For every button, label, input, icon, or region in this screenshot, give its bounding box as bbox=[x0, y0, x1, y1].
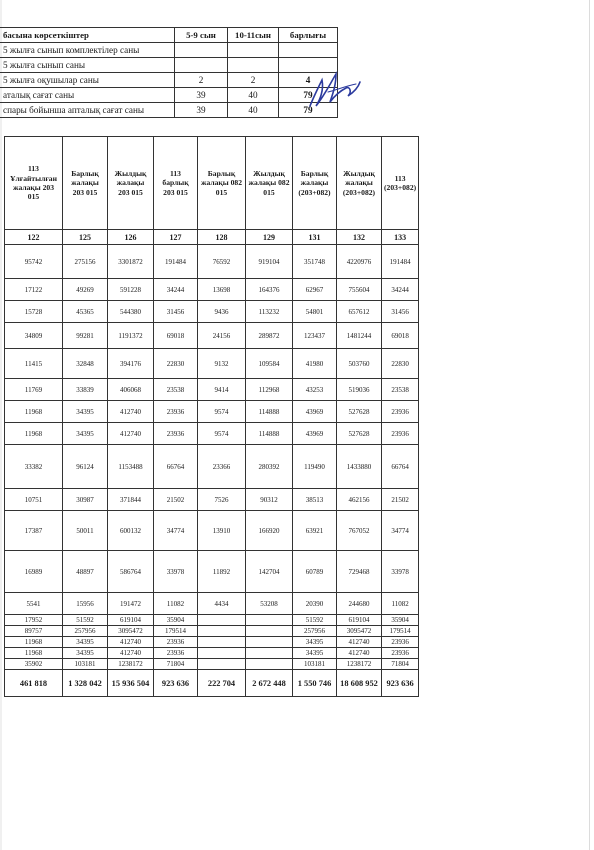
salary-table bbox=[4, 136, 419, 697]
table-cell: 619104 bbox=[108, 615, 154, 626]
table-cell: 412740 bbox=[108, 637, 154, 648]
table-cell: 23936 bbox=[382, 637, 419, 648]
signature-mark bbox=[306, 66, 364, 112]
table-row bbox=[5, 615, 419, 626]
table-cell: 34809 bbox=[5, 323, 63, 349]
column-header: Жылдық жалақы (203+082) bbox=[337, 137, 382, 230]
total-cell: 1 550 746 bbox=[293, 670, 337, 697]
table-cell: 114888 bbox=[246, 423, 293, 445]
table-row bbox=[5, 379, 419, 401]
table-cell: 17387 bbox=[5, 511, 63, 551]
table-cell: 33839 bbox=[63, 379, 108, 401]
table-cell: 767052 bbox=[337, 511, 382, 551]
table-cell: 35904 bbox=[154, 615, 198, 626]
table-cell: 275156 bbox=[63, 245, 108, 279]
table-cell bbox=[246, 626, 293, 637]
table-cell bbox=[198, 648, 246, 659]
table-cell: 142704 bbox=[246, 551, 293, 593]
column-header: 113 барлық 203 015 bbox=[154, 137, 198, 230]
table-cell: 257956 bbox=[63, 626, 108, 637]
table-cell bbox=[198, 626, 246, 637]
table-cell: 32848 bbox=[63, 349, 108, 379]
table-cell: 9436 bbox=[198, 301, 246, 323]
table-cell: 1481244 bbox=[337, 323, 382, 349]
table-cell: 63921 bbox=[293, 511, 337, 551]
table-cell: 15956 bbox=[63, 593, 108, 615]
table-cell: 113232 bbox=[246, 301, 293, 323]
table-cell: 586764 bbox=[108, 551, 154, 593]
column-header: Барлық жалақы 203 015 bbox=[63, 137, 108, 230]
table-cell: 10751 bbox=[5, 489, 63, 511]
table-cell: 5541 bbox=[5, 593, 63, 615]
column-header: 113 (203+082) bbox=[382, 137, 419, 230]
column-header: Жылдық жалақы 203 015 bbox=[108, 137, 154, 230]
salary-code-row bbox=[5, 230, 419, 245]
summary-row bbox=[0, 43, 338, 58]
table-row bbox=[5, 401, 419, 423]
table-cell: 23936 bbox=[154, 637, 198, 648]
table-cell: 11968 bbox=[5, 401, 63, 423]
column-header: Барлық жалақы 082 015 bbox=[198, 137, 246, 230]
table-cell: 34395 bbox=[293, 648, 337, 659]
table-cell: 69018 bbox=[154, 323, 198, 349]
table-cell: 43253 bbox=[293, 379, 337, 401]
table-cell bbox=[246, 659, 293, 670]
column-code: 125 bbox=[63, 230, 108, 245]
column-header: Барлық жалақы (203+082) bbox=[293, 137, 337, 230]
total-cell: 461 818 bbox=[5, 670, 63, 697]
total-cell: 923 636 bbox=[382, 670, 419, 697]
totals-row bbox=[5, 670, 419, 697]
table-cell: 34395 bbox=[293, 637, 337, 648]
table-cell: 23936 bbox=[382, 401, 419, 423]
column-code: 127 bbox=[154, 230, 198, 245]
table-cell: 17122 bbox=[5, 279, 63, 301]
table-cell: 9132 bbox=[198, 349, 246, 379]
summary-header-row bbox=[0, 28, 338, 43]
table-row bbox=[5, 349, 419, 379]
table-cell: 527628 bbox=[337, 401, 382, 423]
table-cell: 11968 bbox=[5, 423, 63, 445]
table-cell: 90312 bbox=[246, 489, 293, 511]
summary-cell: 79 bbox=[279, 103, 338, 118]
table-cell: 34395 bbox=[63, 401, 108, 423]
table-row bbox=[5, 245, 419, 279]
table-cell: 11082 bbox=[382, 593, 419, 615]
table-cell: 23936 bbox=[154, 423, 198, 445]
table-cell: 1153488 bbox=[108, 445, 154, 489]
summary-row bbox=[0, 58, 338, 73]
summary-row-label: 5 жылға оқушылар саны bbox=[0, 73, 175, 88]
table-cell: 412740 bbox=[108, 401, 154, 423]
table-cell: 33978 bbox=[382, 551, 419, 593]
table-cell: 34395 bbox=[63, 648, 108, 659]
table-cell: 11968 bbox=[5, 648, 63, 659]
table-cell: 22830 bbox=[382, 349, 419, 379]
table-row bbox=[5, 659, 419, 670]
table-row bbox=[5, 551, 419, 593]
summary-header-label: басына көрсеткіштер bbox=[0, 28, 175, 43]
summary-cell: 79 bbox=[279, 88, 338, 103]
table-cell: 191484 bbox=[382, 245, 419, 279]
table-cell: 9574 bbox=[198, 423, 246, 445]
table-cell: 191484 bbox=[154, 245, 198, 279]
table-cell: 4220976 bbox=[337, 245, 382, 279]
table-row bbox=[5, 626, 419, 637]
table-cell: 351748 bbox=[293, 245, 337, 279]
table-cell: 4434 bbox=[198, 593, 246, 615]
salary-header-row bbox=[5, 137, 419, 230]
table-cell: 66764 bbox=[154, 445, 198, 489]
summary-cell: 40 bbox=[228, 103, 279, 118]
total-cell: 15 936 504 bbox=[108, 670, 154, 697]
table-cell: 3095472 bbox=[337, 626, 382, 637]
table-cell: 51592 bbox=[63, 615, 108, 626]
table-cell: 48897 bbox=[63, 551, 108, 593]
summary-cell bbox=[175, 43, 228, 58]
table-row bbox=[5, 593, 419, 615]
table-cell: 35904 bbox=[382, 615, 419, 626]
table-row bbox=[5, 511, 419, 551]
table-cell: 38513 bbox=[293, 489, 337, 511]
table-cell: 17952 bbox=[5, 615, 63, 626]
table-cell: 527628 bbox=[337, 423, 382, 445]
table-cell: 35902 bbox=[5, 659, 63, 670]
table-cell bbox=[198, 659, 246, 670]
table-cell: 544380 bbox=[108, 301, 154, 323]
table-row bbox=[5, 489, 419, 511]
table-cell: 164376 bbox=[246, 279, 293, 301]
table-cell: 30987 bbox=[63, 489, 108, 511]
table-cell: 43969 bbox=[293, 401, 337, 423]
table-cell: 71804 bbox=[154, 659, 198, 670]
column-code: 128 bbox=[198, 230, 246, 245]
table-cell: 69018 bbox=[382, 323, 419, 349]
table-cell: 24156 bbox=[198, 323, 246, 349]
total-cell: 923 636 bbox=[154, 670, 198, 697]
summary-row-label: аталық сағат саны bbox=[0, 88, 175, 103]
table-cell: 23936 bbox=[154, 648, 198, 659]
table-cell: 62967 bbox=[293, 279, 337, 301]
summary-table bbox=[0, 27, 338, 118]
summary-header-col1: 5-9 сын bbox=[175, 28, 228, 43]
table-cell: 1238172 bbox=[337, 659, 382, 670]
summary-row-label: спары бойынша апталық сағат саны bbox=[0, 103, 175, 118]
summary-row bbox=[0, 88, 338, 103]
table-cell bbox=[246, 637, 293, 648]
table-cell: 11082 bbox=[154, 593, 198, 615]
page-left-edge bbox=[0, 0, 2, 850]
table-cell: 33978 bbox=[154, 551, 198, 593]
table-cell: 412740 bbox=[337, 648, 382, 659]
table-cell: 43969 bbox=[293, 423, 337, 445]
column-code: 122 bbox=[5, 230, 63, 245]
table-cell: 13910 bbox=[198, 511, 246, 551]
table-cell: 244680 bbox=[337, 593, 382, 615]
table-cell: 112968 bbox=[246, 379, 293, 401]
table-cell: 600132 bbox=[108, 511, 154, 551]
table-cell: 406068 bbox=[108, 379, 154, 401]
table-cell: 3301872 bbox=[108, 245, 154, 279]
table-cell: 66764 bbox=[382, 445, 419, 489]
total-cell: 18 608 952 bbox=[337, 670, 382, 697]
table-cell: 1433880 bbox=[337, 445, 382, 489]
summary-cell bbox=[228, 58, 279, 73]
table-cell: 1238172 bbox=[108, 659, 154, 670]
table-cell: 591228 bbox=[108, 279, 154, 301]
table-cell: 103181 bbox=[293, 659, 337, 670]
table-cell bbox=[198, 637, 246, 648]
table-cell: 34395 bbox=[63, 637, 108, 648]
table-cell: 412740 bbox=[337, 637, 382, 648]
table-cell: 109584 bbox=[246, 349, 293, 379]
summary-cell: 2 bbox=[228, 73, 279, 88]
table-row bbox=[5, 323, 419, 349]
table-cell: 7526 bbox=[198, 489, 246, 511]
column-code: 129 bbox=[246, 230, 293, 245]
table-cell: 60789 bbox=[293, 551, 337, 593]
table-cell: 23936 bbox=[382, 423, 419, 445]
table-cell: 179514 bbox=[154, 626, 198, 637]
table-cell: 22830 bbox=[154, 349, 198, 379]
table-cell: 103181 bbox=[63, 659, 108, 670]
table-cell bbox=[246, 648, 293, 659]
table-cell bbox=[246, 615, 293, 626]
summary-cell: 4 bbox=[279, 73, 338, 88]
table-cell: 9574 bbox=[198, 401, 246, 423]
table-cell: 76592 bbox=[198, 245, 246, 279]
summary-cell bbox=[175, 58, 228, 73]
table-cell: 49269 bbox=[63, 279, 108, 301]
table-cell: 51592 bbox=[293, 615, 337, 626]
table-cell: 371844 bbox=[108, 489, 154, 511]
table-cell: 99281 bbox=[63, 323, 108, 349]
table-cell: 11892 bbox=[198, 551, 246, 593]
table-row bbox=[5, 648, 419, 659]
table-cell: 23538 bbox=[154, 379, 198, 401]
column-header: 113 Ұлғайтылған жалақы 203 015 bbox=[5, 137, 63, 230]
table-cell: 20390 bbox=[293, 593, 337, 615]
table-row bbox=[5, 445, 419, 489]
table-cell: 23538 bbox=[382, 379, 419, 401]
table-cell: 16989 bbox=[5, 551, 63, 593]
table-cell: 919104 bbox=[246, 245, 293, 279]
table-cell: 166920 bbox=[246, 511, 293, 551]
table-cell bbox=[198, 615, 246, 626]
summary-row bbox=[0, 103, 338, 118]
table-cell: 11415 bbox=[5, 349, 63, 379]
summary-header-col2: 10-11сын bbox=[228, 28, 279, 43]
table-cell: 114888 bbox=[246, 401, 293, 423]
table-cell: 257956 bbox=[293, 626, 337, 637]
summary-cell bbox=[228, 43, 279, 58]
table-cell: 11968 bbox=[5, 637, 63, 648]
table-cell: 179514 bbox=[382, 626, 419, 637]
summary-cell: 2 bbox=[175, 73, 228, 88]
table-cell: 657612 bbox=[337, 301, 382, 323]
summary-cell: 40 bbox=[228, 88, 279, 103]
table-cell: 34774 bbox=[382, 511, 419, 551]
summary-row-label: 5 жылға сынып саны bbox=[0, 58, 175, 73]
table-cell: 394176 bbox=[108, 349, 154, 379]
table-cell: 53208 bbox=[246, 593, 293, 615]
table-cell: 15728 bbox=[5, 301, 63, 323]
table-row bbox=[5, 279, 419, 301]
column-code: 133 bbox=[382, 230, 419, 245]
table-cell: 3095472 bbox=[108, 626, 154, 637]
table-row bbox=[5, 301, 419, 323]
table-cell: 9414 bbox=[198, 379, 246, 401]
table-cell: 280392 bbox=[246, 445, 293, 489]
table-cell: 89757 bbox=[5, 626, 63, 637]
table-cell: 95742 bbox=[5, 245, 63, 279]
table-cell: 23366 bbox=[198, 445, 246, 489]
table-cell: 1191372 bbox=[108, 323, 154, 349]
table-cell: 71804 bbox=[382, 659, 419, 670]
table-cell: 34774 bbox=[154, 511, 198, 551]
table-cell: 31456 bbox=[382, 301, 419, 323]
table-cell: 31456 bbox=[154, 301, 198, 323]
table-cell: 96124 bbox=[63, 445, 108, 489]
table-cell: 34395 bbox=[63, 423, 108, 445]
summary-row-label: 5 жылға сынып комплектілер саны bbox=[0, 43, 175, 58]
table-cell: 191472 bbox=[108, 593, 154, 615]
column-header: Жылдық жалақы 082 015 bbox=[246, 137, 293, 230]
table-cell: 519036 bbox=[337, 379, 382, 401]
table-cell: 619104 bbox=[337, 615, 382, 626]
table-cell: 21502 bbox=[382, 489, 419, 511]
total-cell: 222 704 bbox=[198, 670, 246, 697]
page-right-edge bbox=[589, 0, 590, 850]
total-cell: 1 328 042 bbox=[63, 670, 108, 697]
table-cell: 34244 bbox=[382, 279, 419, 301]
summary-cell bbox=[279, 43, 338, 58]
total-cell: 2 672 448 bbox=[246, 670, 293, 697]
table-cell: 289872 bbox=[246, 323, 293, 349]
table-cell: 412740 bbox=[108, 423, 154, 445]
table-cell: 54801 bbox=[293, 301, 337, 323]
table-cell: 45365 bbox=[63, 301, 108, 323]
table-cell: 13698 bbox=[198, 279, 246, 301]
table-cell: 23936 bbox=[382, 648, 419, 659]
table-cell: 462156 bbox=[337, 489, 382, 511]
column-code: 126 bbox=[108, 230, 154, 245]
table-cell: 33382 bbox=[5, 445, 63, 489]
table-cell: 503760 bbox=[337, 349, 382, 379]
summary-row bbox=[0, 73, 338, 88]
summary-cell: 39 bbox=[175, 88, 228, 103]
column-code: 131 bbox=[293, 230, 337, 245]
table-cell: 50011 bbox=[63, 511, 108, 551]
column-code: 132 bbox=[337, 230, 382, 245]
table-cell: 729468 bbox=[337, 551, 382, 593]
table-cell: 21502 bbox=[154, 489, 198, 511]
table-row bbox=[5, 423, 419, 445]
table-cell: 11769 bbox=[5, 379, 63, 401]
table-row bbox=[5, 637, 419, 648]
table-cell: 34244 bbox=[154, 279, 198, 301]
table-cell: 412740 bbox=[108, 648, 154, 659]
table-cell: 123437 bbox=[293, 323, 337, 349]
table-cell: 119490 bbox=[293, 445, 337, 489]
table-cell: 755604 bbox=[337, 279, 382, 301]
table-cell: 23936 bbox=[154, 401, 198, 423]
summary-header-col3: барлығы bbox=[279, 28, 338, 43]
table-cell: 41980 bbox=[293, 349, 337, 379]
summary-cell: 39 bbox=[175, 103, 228, 118]
